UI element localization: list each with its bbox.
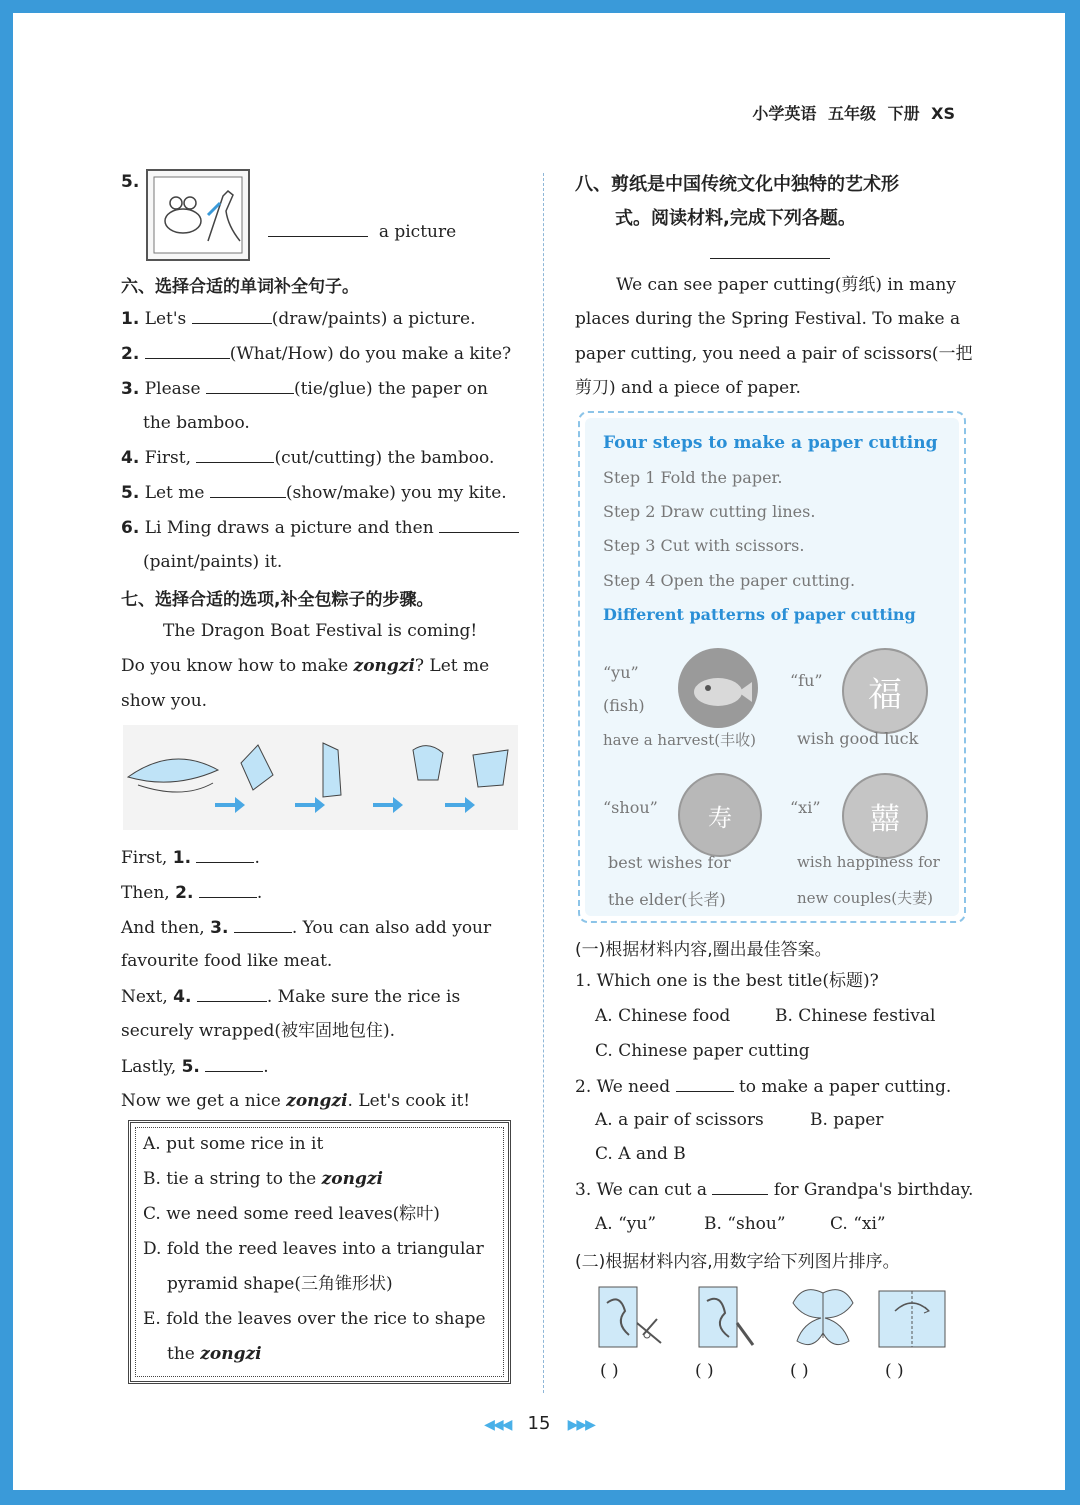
answer-blank[interactable] <box>205 1055 263 1072</box>
section-8-title-cont: 式。阅读材料,完成下列各题。 <box>615 208 856 229</box>
sec6-item-5: 5. Let me (show/make) you my kite. <box>121 483 507 503</box>
option-a: A. put some rice in it <box>143 1134 324 1154</box>
order-blank-3[interactable]: ( ) <box>790 1361 809 1381</box>
pattern-xi-word: “xi” <box>790 798 821 817</box>
paper-cutting-info-box <box>578 411 966 923</box>
page-number-bar <box>13 1413 1065 1434</box>
pattern-shou-meaning-2: the elder(长者) <box>608 890 726 909</box>
q5-answer-line: a picture <box>268 220 456 243</box>
passage-line-3: paper cutting, you need a pair of scissors(一把 <box>575 344 973 364</box>
option-d-cont: pyramid shape(三角锥形状) <box>167 1274 393 1294</box>
options-box <box>128 1120 511 1384</box>
answer-blank[interactable] <box>199 881 257 898</box>
q3-option-b[interactable]: B. “shou” <box>704 1214 786 1234</box>
next-arrows-icon: ▶▶▶ <box>567 1417 594 1433</box>
sec6-item-3: 3. Please (tie/glue) the paper on <box>121 379 488 399</box>
prev-arrows-icon: ◀◀◀ <box>484 1417 511 1433</box>
q2-option-b[interactable]: B. paper <box>810 1110 884 1130</box>
worksheet-page <box>13 13 1065 1490</box>
option-e-cont: the zongzi <box>167 1344 262 1364</box>
sec7-step-4-cont: securely wrapped(被牢固地包住). <box>121 1021 396 1041</box>
answer-blank[interactable] <box>196 846 254 863</box>
sec6-item-3-cont: the bamboo. <box>143 413 250 433</box>
q1-option-c[interactable]: C. Chinese paper cutting <box>595 1041 810 1061</box>
q3-option-c[interactable]: C. “xi” <box>830 1214 886 1234</box>
shou-paper-cutting-image: 寿 <box>678 773 762 857</box>
xi-paper-cutting-image: 囍 <box>842 773 928 859</box>
steps-title: Four steps to make a paper cutting <box>603 433 938 453</box>
pattern-yu-word: “yu” <box>603 663 639 682</box>
q1-option-b[interactable]: B. Chinese festival <box>775 1006 936 1026</box>
q1-option-a[interactable]: A. Chinese food <box>595 1006 731 1026</box>
question-2: 2. We need to make a paper cutting. <box>575 1077 952 1097</box>
answer-blank[interactable] <box>210 481 286 498</box>
pattern-fu-meaning: wish good luck <box>797 729 919 748</box>
sec7-outro: Now we get a nice zongzi. Let's cook it! <box>121 1091 471 1111</box>
order-blank-2[interactable]: ( ) <box>695 1361 714 1381</box>
passage-line-4: 剪刀) and a piece of paper. <box>575 378 801 398</box>
fu-paper-cutting-image: 福 <box>842 648 928 734</box>
sec7-step-5: Lastly, 5. . <box>121 1057 269 1077</box>
paper-cutting-step-image-cut <box>595 1283 665 1353</box>
page-header: 小学英语 五年级 下册 XS <box>752 104 955 123</box>
fish-paper-cutting-image <box>678 648 758 728</box>
section-8-title: 八、剪纸是中国传统文化中独特的艺术形 <box>575 174 899 195</box>
pattern-yu-extra: (fish) <box>603 696 645 715</box>
question-1: 1. Which one is the best title(标题)? <box>575 971 879 991</box>
sec6-item-2: 2. (What/How) do you make a kite? <box>121 344 512 364</box>
order-blank-1[interactable]: ( ) <box>600 1361 619 1381</box>
passage-line-2: places during the Spring Festival. To make a <box>575 309 961 329</box>
pattern-xi-meaning: wish happiness for <box>797 853 940 871</box>
pattern-xi-meaning-2: new couples(夫妻) <box>797 889 933 907</box>
answer-blank[interactable] <box>234 916 292 933</box>
pattern-shou-meaning: best wishes for <box>608 853 731 872</box>
answer-blank[interactable] <box>192 307 272 324</box>
column-divider <box>543 173 544 1393</box>
title-underline <box>710 258 830 259</box>
paper-cutting-step-image-fold <box>875 1283 951 1353</box>
sec7-intro-1: The Dragon Boat Festival is coming! <box>163 621 478 641</box>
page-number: 15 <box>527 1413 551 1434</box>
answer-blank[interactable] <box>196 446 274 463</box>
sec7-intro-3: show you. <box>121 691 208 711</box>
sec6-item-6-cont: (paint/paints) it. <box>143 552 283 572</box>
sec7-step-4: Next, 4. . Make sure the rice is <box>121 987 461 1007</box>
q3-option-a[interactable]: A. “yu” <box>595 1214 657 1234</box>
option-e: E. fold the leaves over the rice to shape <box>143 1309 486 1329</box>
step-4: Step 4 Open the paper cutting. <box>603 571 856 590</box>
zongzi-steps-illustration <box>123 725 518 830</box>
sec6-item-1: 1. Let's (draw/paints) a picture. <box>121 309 476 329</box>
part-2-title: (二)根据材料内容,用数字给下列图片排序。 <box>575 1252 900 1272</box>
section-6-title: 六、选择合适的单词补全句子。 <box>121 277 359 297</box>
patterns-title: Different patterns of paper cutting <box>603 605 916 624</box>
step-3: Step 3 Cut with scissors. <box>603 536 805 555</box>
answer-blank[interactable] <box>145 342 230 359</box>
pattern-shou-word: “shou” <box>603 798 658 817</box>
sec6-item-6: 6. Li Ming draws a picture and then <box>121 516 519 539</box>
answer-blank[interactable] <box>712 1178 768 1195</box>
option-c: C. we need some reed leaves(粽叶) <box>143 1204 440 1224</box>
q5-number: 5. <box>121 172 140 192</box>
step-2: Step 2 Draw cutting lines. <box>603 502 816 521</box>
question-3: 3. We can cut a for Grandpa's birthday. <box>575 1180 974 1200</box>
option-b: B. tie a string to the zongzi <box>143 1169 384 1189</box>
sec7-intro-2: Do you know how to make zongzi? Let me <box>121 656 490 676</box>
answer-blank[interactable] <box>268 220 368 237</box>
paper-cutting-step-image-open <box>783 1283 863 1353</box>
q2-option-a[interactable]: A. a pair of scissors <box>595 1110 764 1130</box>
answer-blank[interactable] <box>206 377 294 394</box>
pattern-yu-meaning: have a harvest(丰收) <box>603 731 756 749</box>
sec6-item-4: 4. First, (cut/cutting) the bamboo. <box>121 448 495 468</box>
passage-line-1: We can see paper cutting(剪纸) in many <box>616 275 956 295</box>
step-1: Step 1 Fold the paper. <box>603 468 783 487</box>
sec7-step-3: And then, 3. . You can also add your <box>121 918 492 938</box>
option-d: D. fold the reed leaves into a triangular <box>143 1239 484 1259</box>
section-7-title: 七、选择合适的选项,补全包粽子的步骤。 <box>121 590 434 610</box>
paper-cutting-step-image-draw <box>693 1283 763 1353</box>
answer-blank[interactable] <box>676 1075 734 1092</box>
q2-option-c[interactable]: C. A and B <box>595 1144 686 1164</box>
sec7-step-3-cont: favourite food like meat. <box>121 951 333 971</box>
answer-blank[interactable] <box>439 516 519 533</box>
order-blank-4[interactable]: ( ) <box>885 1361 904 1381</box>
pattern-fu-word: “fu” <box>790 671 823 690</box>
answer-blank[interactable] <box>197 985 267 1002</box>
sec7-step-1: First, 1. . <box>121 848 260 868</box>
drawing-illustration <box>146 169 250 261</box>
sec7-step-2: Then, 2. . <box>121 883 263 903</box>
part-1-title: (一)根据材料内容,圈出最佳答案。 <box>575 940 832 960</box>
